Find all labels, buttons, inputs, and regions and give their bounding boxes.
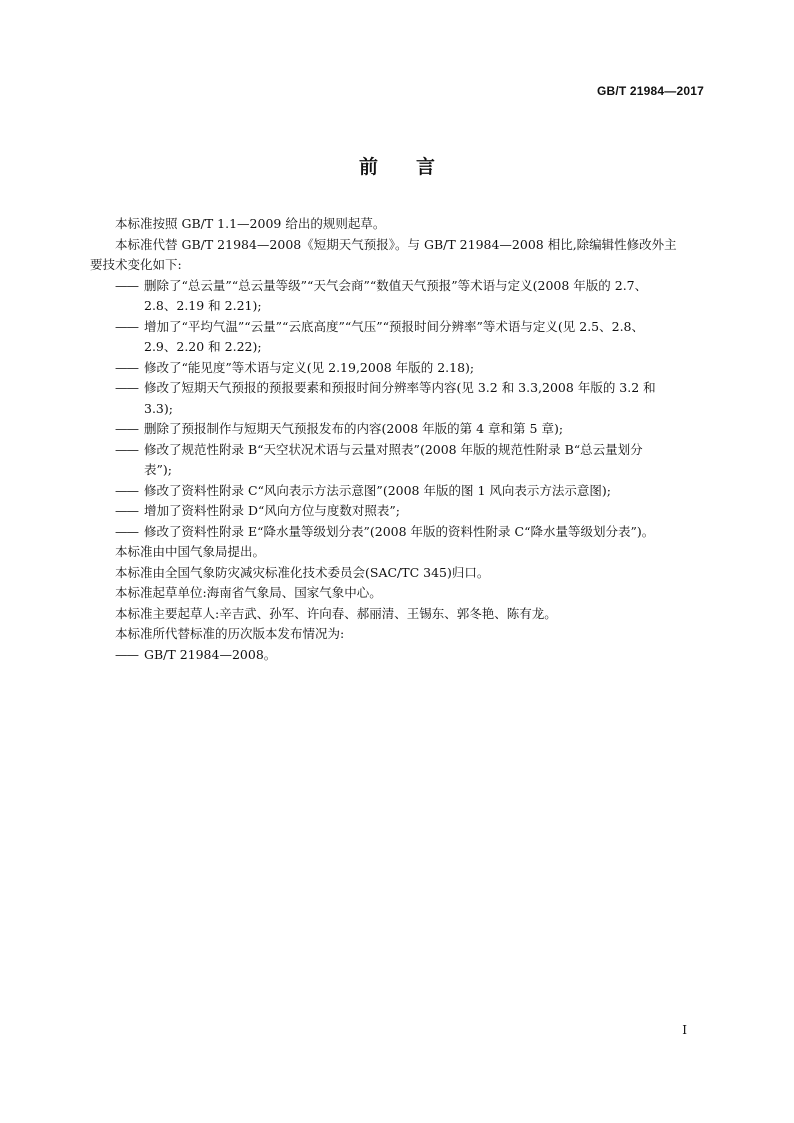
dash-mark: ——: [115, 503, 138, 518]
change-item-line1: 修改了“能见度”等术语与定义(见 2.19,2008 年版的 2.18);: [144, 359, 475, 375]
page-number: I: [682, 1023, 687, 1037]
paragraph-history: 本标准所代替标准的历次版本发布情况为:: [115, 626, 345, 641]
change-item-line1: 删除了预报制作与短期天气预报发布的内容(2008 年版的第 4 章和第 5 章);: [144, 421, 564, 436]
dash-mark: ——: [115, 421, 138, 436]
dash-mark: ——: [115, 646, 138, 662]
dash-mark: ——: [115, 523, 138, 539]
change-item: [90, 501, 706, 522]
dash-mark: ——: [115, 482, 138, 498]
change-item: [90, 440, 706, 481]
change-item: [90, 276, 706, 317]
title-char-2: 言: [416, 156, 436, 178]
change-item-line1: 增加了资料性附录 D“风向方位与度数对照表”;: [144, 503, 400, 518]
history-item-text: GB/T 21984—2008。: [144, 646, 277, 662]
change-item: [90, 378, 706, 419]
page-title: [0, 152, 794, 179]
change-item-line2: 表”);: [144, 462, 172, 477]
title-char-1: 前: [358, 156, 378, 178]
foreword-body: [90, 214, 706, 665]
paragraph-proposed-by: 本标准由中国气象局提出。: [115, 544, 266, 559]
dash-mark: ——: [115, 277, 138, 293]
change-item-line2: 2.8、2.19 和 2.21);: [144, 298, 262, 313]
change-item: [90, 317, 706, 358]
history-item: [90, 645, 706, 666]
change-item: [90, 481, 706, 502]
change-item-line1: 修改了资料性附录 E“降水量等级划分表”(2008 年版的资料性附录 C“降水量等级划分表”)。: [144, 523, 655, 539]
change-item-line1: 修改了资料性附录 C“风向表示方法示意图”(2008 年版的图 1 风向表示方法示意图);: [144, 482, 611, 498]
change-item: [90, 522, 706, 543]
dash-mark: ——: [115, 380, 138, 395]
paragraph-drafters: 本标准主要起草人:辛吉武、孙军、许向春、郝丽清、王锡东、郭冬艳、陈有龙。: [115, 605, 557, 621]
paragraph-drafting-rules: 本标准按照 GB/T 1.1—2009 给出的规则起草。: [115, 216, 386, 231]
paragraph-replaces: [90, 235, 706, 276]
change-item: [90, 358, 706, 379]
standard-code: GB/T 21984—2017: [596, 84, 704, 98]
change-item-line2: 3.3);: [144, 400, 173, 416]
change-item-line1: 删除了“总云量”“总云量等级”“天气会商”“数值天气预报”等术语与定义(2008 年版的 2.7、: [144, 277, 648, 293]
paragraph-replaces-line2: 要技术变化如下:: [90, 257, 182, 272]
change-item-line1: 修改了规范性附录 B“天空状况术语与云量对照表”(2008 年版的规范性附录 B“总云量划分: [144, 441, 643, 457]
dash-mark: ——: [115, 441, 138, 457]
change-item-line2: 2.9、2.20 和 2.22);: [144, 339, 262, 354]
paragraph-drafting-units: 本标准起草单位:海南省气象局、国家气象中心。: [115, 585, 382, 600]
dash-mark: ——: [115, 359, 138, 375]
paragraph-replaces-line1: 本标准代替 GB/T 21984—2008《短期天气预报》。与 GB/T 21984—2008 相比,除编辑性修改外主: [115, 236, 677, 252]
change-item: [90, 419, 706, 440]
paragraph-committee: 本标准由全国气象防灾减灾标准化技术委员会(SAC/TC 345)归口。: [115, 564, 490, 580]
change-item-line1: 修改了短期天气预报的预报要素和预报时间分辨率等内容(见 3.2 和 3.3,2008 年版的 3.2 和: [144, 380, 656, 395]
dash-mark: ——: [115, 318, 138, 334]
change-item-line1: 增加了“平均气温”“云量”“云底高度”“气压”“预报时间分辨率”等术语与定义(见 2.5、2.8、: [144, 318, 645, 334]
